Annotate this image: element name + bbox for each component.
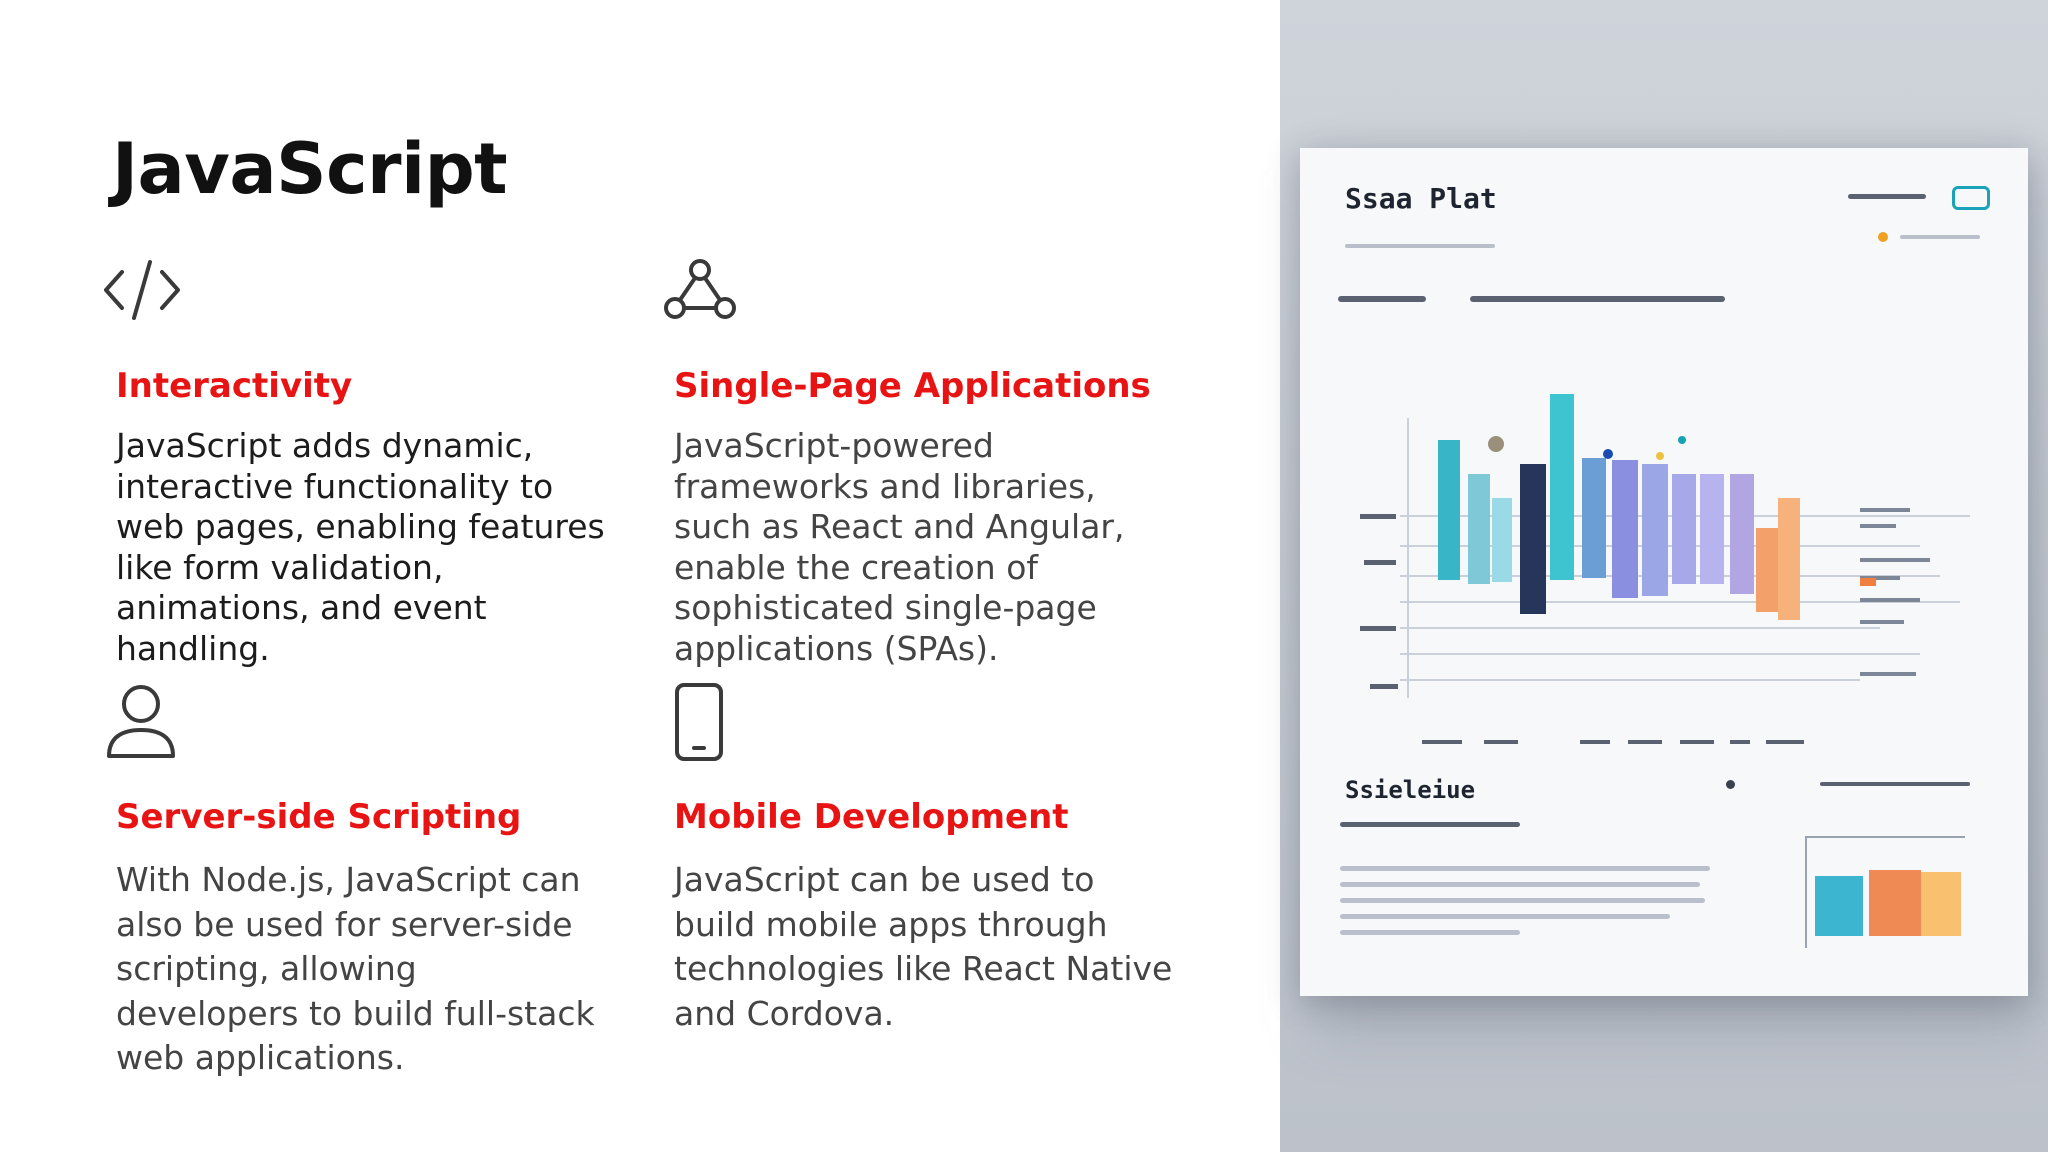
feature-text-server-side: With Node.js, JavaScript can also be used for server-side scripting, allowing developers to build full-stack web applications.: [116, 860, 595, 1077]
feature-heading-mobile: Mobile Development: [674, 797, 1069, 837]
illustration-sub-dot: [1726, 780, 1735, 789]
feature-heading-interactivity: Interactivity: [116, 366, 353, 406]
illustration-status-text: [1900, 235, 1980, 239]
illustration-chart-subcaption: [1470, 296, 1725, 302]
illustration-paragraph-line-2: [1340, 882, 1700, 887]
feature-heading-spa: Single-Page Applications: [674, 366, 1151, 406]
slide-title: JavaScript: [112, 128, 508, 210]
mini-bar-3: [1921, 872, 1961, 936]
illustration-paragraph-line-4: [1340, 914, 1670, 919]
user-icon: [104, 682, 178, 762]
mini-bar-2: [1869, 870, 1921, 936]
smartphone-icon: [674, 682, 724, 762]
illustration-paragraph-line-1: [1340, 866, 1710, 871]
illustration-paragraph-line-5: [1340, 930, 1520, 935]
illustration-sub-legend: [1820, 782, 1970, 786]
dashboard-illustration: [1300, 148, 2028, 996]
illustration-meta-line: [1345, 244, 1495, 248]
illustration-sub-caption: [1340, 822, 1520, 827]
illustration-title: Ssaa Plat: [1345, 182, 1497, 215]
webhook-icon: [660, 256, 740, 326]
code-icon: [102, 258, 182, 322]
illustration-chart-caption: [1338, 296, 1426, 302]
illustration-bar-chart: [1360, 328, 1980, 748]
illustration-status-dot: [1878, 232, 1888, 242]
illustration-paragraph-line-3: [1340, 898, 1705, 903]
feature-text-spa: JavaScript-powered frameworks and libraries, such as React and Angular, enable the creation of sophisticated single-page applications (SPAs).: [674, 426, 1125, 668]
illustration-mini-chart: [1805, 836, 1965, 948]
feature-heading-server-side: Server-side Scripting: [116, 797, 522, 837]
mini-bar-1: [1815, 876, 1863, 936]
illustration-toggle: [1952, 186, 1990, 210]
feature-text-interactivity: JavaScript adds dynamic, interactive functionality to web pages, enabling features like form validation, animations, and event handling.: [116, 426, 605, 668]
illustration-subtitle: Ssieleiue: [1345, 776, 1476, 804]
feature-text-mobile: JavaScript can be used to build mobile apps through technologies like React Native and Cordova.: [674, 860, 1173, 1033]
illustration-header-text: [1848, 194, 1926, 199]
